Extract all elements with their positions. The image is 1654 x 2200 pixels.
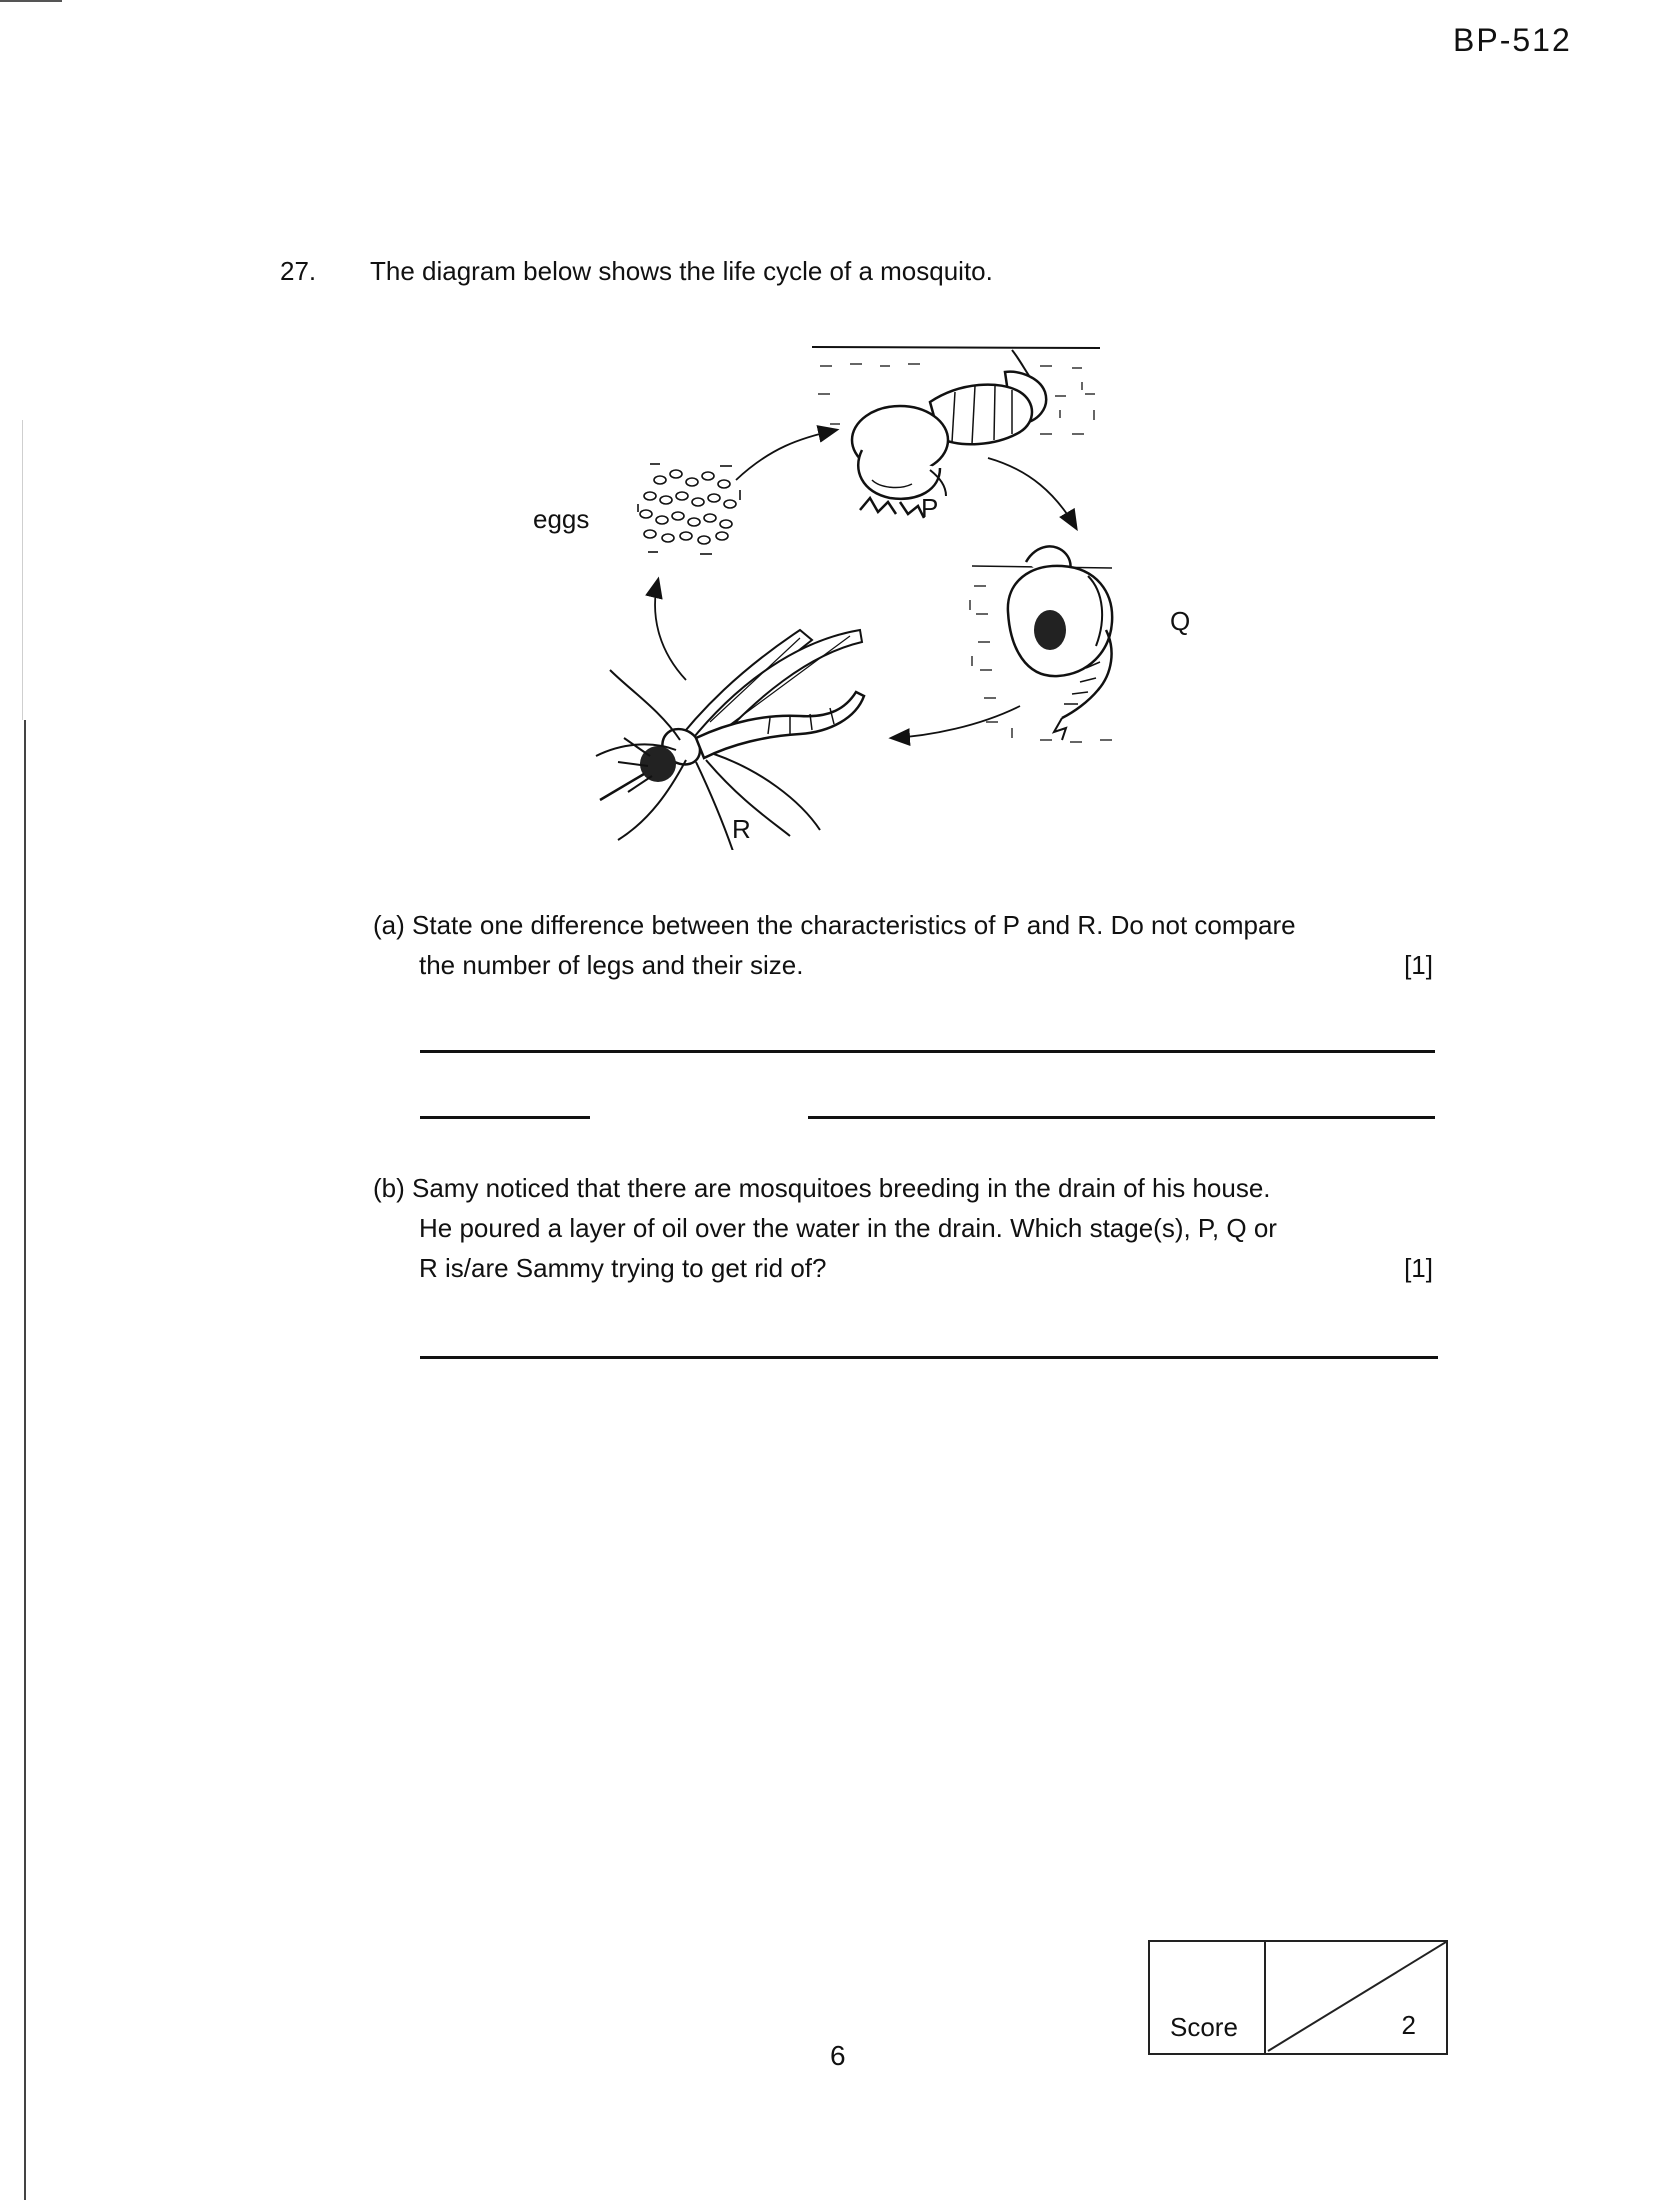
page-code: BP-512 xyxy=(1453,22,1572,58)
part-a-answer-line-2-right[interactable] xyxy=(808,1116,1435,1119)
part-a-line-2 xyxy=(373,945,1433,985)
page-number: 6 xyxy=(830,2040,846,2071)
part-a-marks: [1] xyxy=(1404,950,1433,980)
score-diagonal xyxy=(1266,1942,1446,2053)
score-entry-cell[interactable] xyxy=(1150,1942,1266,2053)
part-a-line-2-text: the number of legs and their size. xyxy=(419,950,804,980)
adult-label: R xyxy=(732,814,751,844)
scan-edge-faint xyxy=(22,420,23,720)
part-b-line-3 xyxy=(373,1248,1433,1288)
mosquito-life-cycle-diagram xyxy=(500,330,1200,850)
arrow-adult-to-eggs xyxy=(655,580,686,680)
larva-drawing xyxy=(812,347,1100,523)
eggs-drawing xyxy=(638,464,740,554)
pupa-label: Q xyxy=(1170,606,1191,636)
scan-edge xyxy=(24,720,26,2200)
part-b-marks: [1] xyxy=(1404,1253,1433,1283)
part-a-answer-line-1[interactable] xyxy=(420,1050,1435,1053)
part-b-line-3-text: R is/are Sammy trying to get rid of? xyxy=(419,1253,827,1283)
question-stem: The diagram below shows the life cycle of a mosquito. xyxy=(370,256,993,286)
part-a-line-1: (a) State one difference between the characteristics of P and R. Do not compare xyxy=(373,910,1296,940)
adult-mosquito-drawing xyxy=(596,630,864,850)
question-number: 27. xyxy=(280,256,317,286)
part-b-answer-line[interactable] xyxy=(420,1356,1438,1359)
part-b-line-1: (b) Samy noticed that there are mosquitoes breeding in the drain of his house. xyxy=(373,1173,1271,1203)
part-b xyxy=(373,1168,1433,1288)
score-box xyxy=(1148,1940,1448,2055)
arrow-pupa-to-adult xyxy=(892,706,1020,738)
larva-label: P xyxy=(921,493,939,523)
part-b-line-2: He poured a layer of oil over the water in the drain. Which stage(s), P, Q or xyxy=(419,1213,1277,1243)
arrow-larva-to-pupa xyxy=(988,458,1076,528)
life-cycle-drawing xyxy=(500,330,1200,850)
part-a xyxy=(373,905,1433,985)
score-label: Score xyxy=(1170,2012,1238,2042)
part-a-answer-line-2-left[interactable] xyxy=(420,1116,590,1119)
eggs-label: eggs xyxy=(533,504,590,534)
score-max: 2 xyxy=(1401,2010,1416,2040)
arrow-eggs-to-larva xyxy=(736,430,836,480)
scan-corner-mark xyxy=(0,0,62,2)
pupa-drawing xyxy=(970,546,1190,742)
